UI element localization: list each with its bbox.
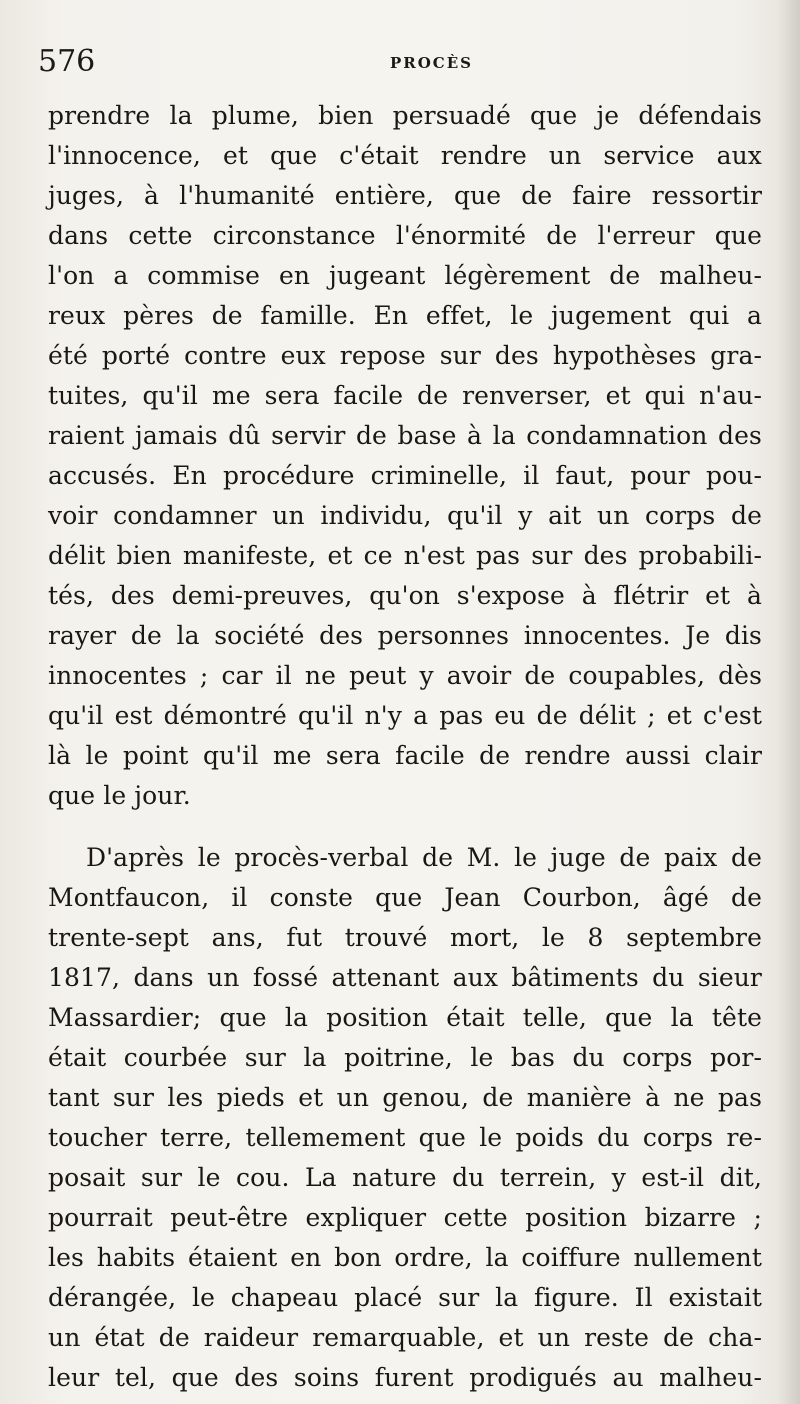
text-line: tuites, qu'il me sera facile de renverser, et qui n'au- — [48, 381, 762, 410]
text-line: dans cette circonstance l'énormité de l'erreur que — [48, 221, 762, 250]
text-line: posait sur le cou. La nature du terrein, y est-il dit, — [48, 1163, 762, 1192]
text-line: 1817, dans un fossé attenant aux bâtiments du sieur — [48, 963, 762, 992]
text-line: pourrait peut-être expliquer cette position bizarre ; — [48, 1203, 762, 1232]
text-line: délit bien manifeste, et ce n'est pas sur des probabili- — [48, 541, 762, 570]
text-line: innocentes ; car il ne peut y avoir de coupables, dès — [48, 661, 762, 690]
text-line: là le point qu'il me sera facile de rendre aussi clair — [48, 741, 762, 770]
text-line: D'après le procès-verbal de M. le juge de paix de — [86, 843, 762, 872]
text-line: trente-sept ans, fut trouvé mort, le 8 septembre — [48, 923, 762, 952]
paragraph-1 — [48, 96, 762, 816]
text-line: tés, des demi-preuves, qu'on s'expose à flétrir et à — [48, 581, 762, 610]
page-number: 576 — [38, 44, 96, 79]
text-line: reux pères de famille. En effet, le jugement qui a — [48, 301, 762, 330]
text-line: était courbée sur la poitrine, le bas du corps por- — [48, 1043, 762, 1072]
text-line: leur tel, que des soins furent prodigués au malheu- — [48, 1363, 762, 1392]
text-line: l'on a commise en jugeant légèrement de malheu- — [48, 261, 762, 290]
text-line: prendre la plume, bien persuadé que je défendais — [48, 101, 762, 130]
text-line: Massardier; que la position était telle, que la tête — [48, 1003, 762, 1032]
text-line: Montfaucon, il conste que Jean Courbon, âgé de — [48, 883, 762, 912]
text-line: un état de raideur remarquable, et un reste de cha- — [48, 1323, 762, 1352]
text-line: été porté contre eux repose sur des hypothèses gra- — [48, 341, 762, 370]
text-line: que le jour. — [48, 781, 191, 810]
text-line: raient jamais dû servir de base à la condamnation des — [48, 421, 762, 450]
text-line: l'innocence, et que c'était rendre un service aux — [48, 141, 762, 170]
text-line: toucher terre, tellemement que le poids du corps re- — [48, 1123, 762, 1152]
text-line: qu'il est démontré qu'il n'y a pas eu de délit ; et c'est — [48, 701, 762, 730]
page-header — [38, 44, 758, 80]
text-line: dérangée, le chapeau placé sur la figure. Il existait — [48, 1283, 762, 1312]
text-line: rayer de la société des personnes innocentes. Je dis — [48, 621, 762, 650]
text-line: tant sur les pieds et un genou, de manière à ne pas — [48, 1083, 762, 1112]
body-text — [48, 96, 762, 1398]
text-line: les habits étaient en bon ordre, la coiffure nullement — [48, 1243, 762, 1272]
bleed-through-smudge — [540, 1380, 740, 1394]
running-title: PROCÈS — [390, 54, 474, 72]
paragraph-2 — [48, 838, 762, 1398]
page-edge-shadow — [778, 0, 800, 1404]
text-line: accusés. En procédure criminelle, il faut, pour pou- — [48, 461, 762, 490]
text-line: juges, à l'humanité entière, que de faire ressortir — [48, 181, 762, 210]
paragraph-gap — [48, 816, 762, 838]
text-line: voir condamner un individu, qu'il y ait un corps de — [48, 501, 762, 530]
